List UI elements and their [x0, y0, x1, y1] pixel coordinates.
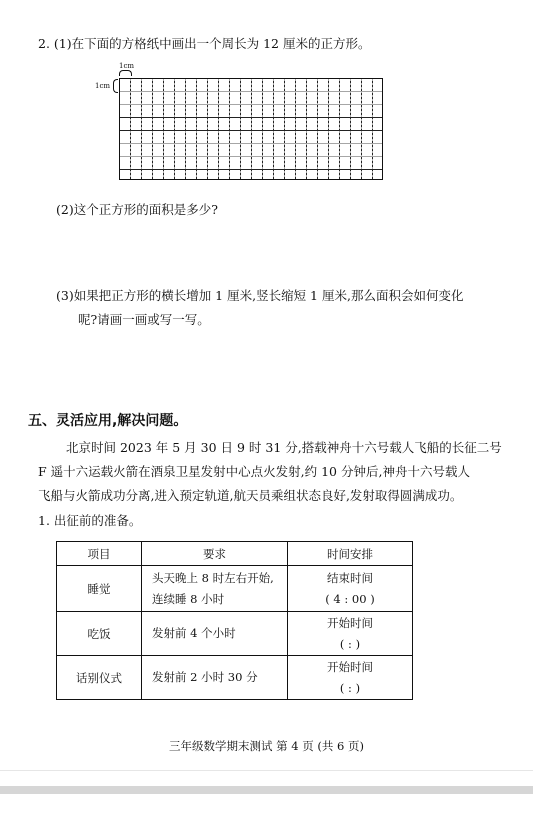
header-requirement: 要求: [142, 542, 288, 566]
time-label: 结束时间: [327, 570, 373, 585]
requirement-line: 头天晚上 8 时左右开始,: [152, 570, 274, 585]
table-header-row: [57, 542, 413, 566]
row-time: [288, 656, 413, 700]
page-footer: 三年级数学期末测试 第 4 页 (共 6 页): [168, 739, 365, 753]
time-answer-blank[interactable]: ( : ): [339, 636, 361, 651]
time-label: 开始时间: [327, 659, 373, 674]
story-line-2: F 遥十六运载火箭在酒泉卫星发射中心点火发射,约 10 分钟后,神舟十六号载人: [38, 464, 470, 479]
grid-brace-top: [119, 70, 132, 76]
page-divider: [0, 770, 533, 771]
row-item: 话别仪式: [57, 656, 142, 700]
row-time: [288, 612, 413, 656]
question-2-part1: 2. (1)在下面的方格纸中画出一个周长为 12 厘米的正方形。: [38, 36, 371, 51]
header-time: 时间安排: [288, 542, 413, 566]
question-2-part3-line1: (3)如果把正方形的横长增加 1 厘米,竖长缩短 1 厘米,那么面积会如何变化: [56, 288, 464, 303]
table-row: [57, 566, 413, 612]
grid-label-left: 1cm: [95, 82, 111, 90]
row-time: [288, 566, 413, 612]
story-line-1: 北京时间 2023 年 5 月 30 日 9 时 31 分,搭载神舟十六号载人飞船的长征二号: [66, 440, 502, 455]
question-2-part3-line2: 呢?请画一画或写一写。: [78, 312, 210, 327]
time-label: 开始时间: [327, 615, 373, 630]
question-2-part2: (2)这个正方形的面积是多少?: [56, 202, 218, 217]
section-5-title: 五、灵活应用,解决问题。: [28, 413, 188, 429]
table-row: [57, 656, 413, 700]
viewer-scrollbar[interactable]: [0, 786, 533, 794]
row-item: 吃饭: [57, 612, 142, 656]
requirement-line: 连续睡 8 小时: [152, 591, 225, 606]
row-requirement: [142, 656, 288, 700]
preparation-table: [56, 541, 413, 700]
table-row: [57, 612, 413, 656]
square-grid-paper[interactable]: [119, 78, 383, 180]
requirement-line: 发射前 2 小时 30 分: [152, 670, 258, 684]
row-requirement: [142, 566, 288, 612]
requirement-line: 发射前 4 个小时: [152, 626, 236, 640]
grid-label-top: 1cm: [119, 62, 135, 70]
row-item: 睡觉: [57, 566, 142, 612]
grid-brace-left: [113, 79, 118, 93]
header-item: 项目: [57, 542, 142, 566]
row-requirement: [142, 612, 288, 656]
question-1-label: 1. 出征前的准备。: [38, 513, 142, 528]
time-answer-blank[interactable]: ( : ): [339, 680, 361, 695]
time-value: ( 4 : 00 ): [325, 591, 375, 606]
story-line-3: 飞船与火箭成功分离,进入预定轨道,航天员乘组状态良好,发射取得圆满成功。: [38, 488, 463, 503]
